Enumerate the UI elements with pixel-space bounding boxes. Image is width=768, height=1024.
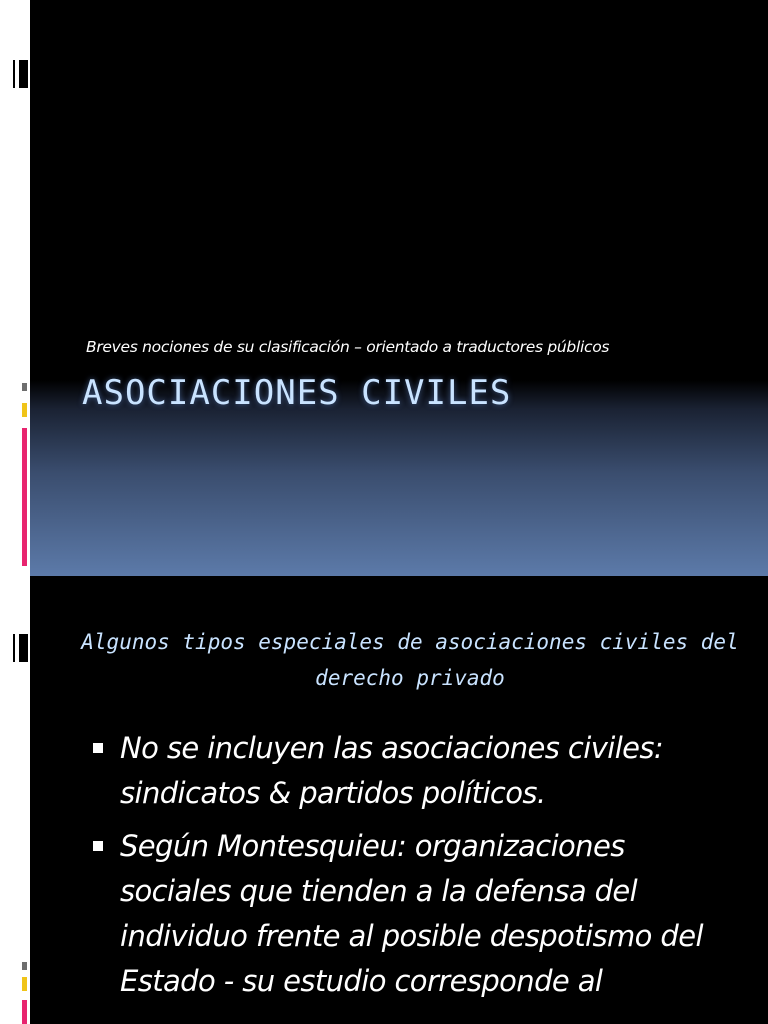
square-bullet-icon xyxy=(93,743,103,753)
slide-marker-pink xyxy=(22,1000,27,1024)
slide-marker-pink xyxy=(22,428,27,566)
bullet-text: Según Montesquieu: organizaciones sociales que tienden a la defensa del individuo frente al posible despotismo del Estado - su estudio corresponde al xyxy=(120,829,703,998)
bullet-list xyxy=(90,726,730,1012)
content-slide xyxy=(30,576,768,1024)
slide-marker-black xyxy=(19,634,28,662)
slide-title: ASOCIACIONES CIVILES xyxy=(82,373,512,413)
list-item xyxy=(90,824,730,1004)
slide-subtitle: Breves nociones de su clasificación – orientado a traductores públicos xyxy=(86,338,610,356)
slide-marker-yellow xyxy=(22,403,27,417)
square-bullet-icon xyxy=(93,841,103,851)
slide-marker-gray xyxy=(22,962,27,970)
bullet-text: No se incluyen las asociaciones civiles: sindicatos & partidos políticos. xyxy=(120,731,664,810)
slide-heading: Algunos tipos especiales de asociaciones civiles del derecho privado xyxy=(81,630,739,690)
slide-marker-yellow xyxy=(22,977,27,991)
title-slide xyxy=(30,0,768,576)
list-item xyxy=(90,726,730,816)
slide-marker-gray xyxy=(22,383,27,391)
slide-marker-black xyxy=(19,60,28,88)
